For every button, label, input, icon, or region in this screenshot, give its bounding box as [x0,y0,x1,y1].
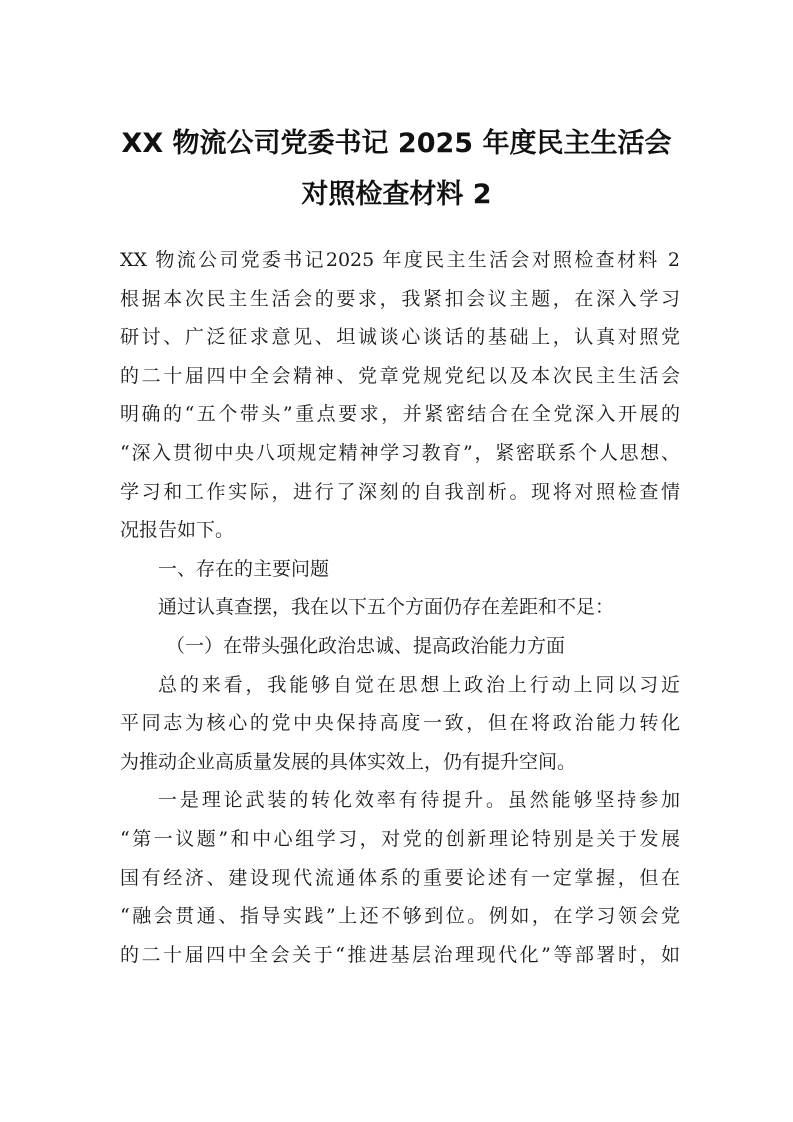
body-line: 总的来看，我能够自觉在思想上政治上行动上同以习近 [158,673,680,696]
body-line: 况报告如下。 [120,519,235,542]
section-heading: 一、存在的主要问题 [158,557,330,580]
body-line: “深入贯彻中央八项规定精神学习教育”，紧密联系个人思想、 [120,441,680,464]
body-line: 为推动企业高质量发展的具体实效上，仍有提升空间。 [120,750,577,773]
document-title-line-2: 对照检查材料 2 [301,179,492,210]
body-line: 国有经济、建设现代流通体系的重要论述有一定掌握，但在 [120,866,680,889]
body-line: 根据本次民主生活会的要求，我紧扣会议主题，在深入学习 [120,287,680,310]
body-line: “融会贯通、指导实践”上还不够到位。例如，在学习领会党 [120,905,680,928]
body-line: 一是理论武装的转化效率有待提升。虽然能够坚持参加 [158,789,680,812]
document-title-line-1: XX 物流公司党委书记 2025 年度民主生活会 [121,128,672,159]
body-line: 研讨、广泛征求意见、坦诚谈心谈话的基础上，认真对照党 [120,326,680,349]
body-line: 平同志为核心的党中央保持高度一致，但在将政治能力转化 [120,712,680,735]
body-line: 的二十届四中全会关于“推进基层治理现代化”等部署时，如 [120,943,680,966]
document-body [120,241,680,974]
subsection-heading: （一）在带头强化政治忠诚、提高政治能力方面 [166,634,566,657]
body-line: 学习和工作实际，进行了深刻的自我剖析。现将对照检查情 [120,480,680,503]
body-line: 通过认真查摆，我在以下五个方面仍存在差距和不足： [158,596,615,619]
body-line: 的二十届四中全会精神、党章党规党纪以及本次民主生活会 [120,364,680,387]
body-line: XX 物流公司党委书记2025 年度民主生活会对照检查材料 2 [120,249,680,271]
body-line: 明确的“五个带头”重点要求，并紧密结合在全党深入开展的 [120,403,680,426]
body-line: “第一议题”和中心组学习，对党的创新理论特别是关于发展 [120,827,680,850]
